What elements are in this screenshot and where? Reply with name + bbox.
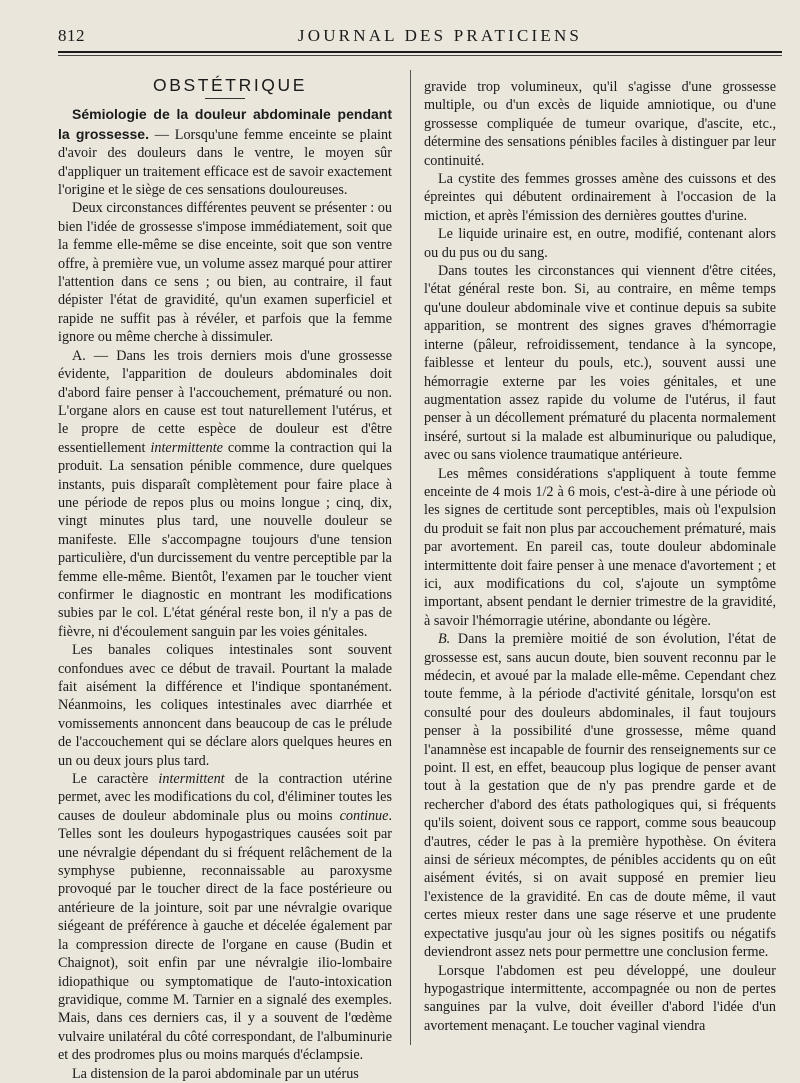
paragraph-cystite: La cystite des femmes grosses amène des cuissons et des épreintes qui débutent ordinairement à l'occasion de la miction, et après l'émission des dernières gouttes d'urine. (424, 171, 776, 224)
paragraph-a-emphasis: intermittente (150, 439, 223, 456)
paragraph-circumstances: Deux circonstances différentes peuvent se présenter : ou bien l'idée de grossesse s'impose immédiatement, soit que la femme elle-même se dise enceinte, soit que son ventre offre, à première vue, un volume assez marqué pour attirer l'attention dans ce sens ; ou bien, au contraire, il faut dépister l'état de gravidité, qu'un examen superficiel et rapide ne suffit pas à révéler, et parfois que la femme ignore ou même cherche à dissimuler. (58, 200, 392, 346)
paragraph-distension-cont: gravide trop volumineux, qu'il s'agisse d'une grossesse multiple, ou d'un excès de liquide amniotique, ou d'une grossesse compliquée de tumeur ovarique, d'ascite, etc., détermine des sensations pénibles faciles à distinguer par leur continuité. (424, 79, 776, 169)
paragraph-b-text: Dans la première moitié de son évolution, l'état de grossesse est, sans aucun doute, bien souvent reconnu par le médecin, et avoué par la malade elle-même. Cependant chez toute femme, à la période d'activité génitale, lorsqu'on est consulté pour des douleurs abdominales, il faut toujours penser à la possibilité d'une grossesse, même quand l'anamnèse est incapable de fournir des renseignements sur ce point. Il est, en effet, beaucoup plus logique de penser avant tout à la gestation que de n'y pas prendre garde et de rechercher d'abord des états pathologiques qui, si fréquents qu'ils soient, doivent sous ce rapport, comme sous beaucoup d'autres, céder le pas à la première hypothèse. On évitera ainsi de sérieux mécomptes, de pénibles accidents qu on eût aisément évités, si on avait supposé en premier lieu l'existence de la gravidité. En cas de doute même, il vaut certes mieux rester dans une sage réserve et une prudente expectative jusqu'au jour où les signes positifs ou négatifs deviendront assez nets pour permettre une conclusion ferme. (424, 631, 776, 961)
journal-title: JOURNAL DES PRATICIENS (297, 26, 583, 45)
header-rule-thin (58, 55, 782, 56)
paragraph-intro (58, 105, 392, 199)
header-rule (58, 51, 782, 53)
paragraph-caractere (58, 770, 392, 1065)
paragraph-caractere-emphasis-1: intermittent (158, 771, 225, 788)
page-number: 812 (58, 26, 85, 45)
paragraph-caractere-text-2: de la contraction utérine permet, avec les modifications du col, d'éliminer toutes les causes de douleur abdominale plus ou moins (58, 771, 393, 824)
paragraph-distension-start: La distension de la paroi abdominale par un utérus (72, 1065, 359, 1082)
paragraph-caractere-text-1: Le caractère (72, 771, 159, 788)
paragraph-considerations: Les mêmes considérations s'appliquent à toute femme enceinte de 4 mois 1/2 à 6 mois, c'est-à-dire à une période où les signes de certitude sont perceptibles, mais où l'expulsion du produit se fait non plus par accouchement prématuré, mais par avortement. En pareil cas, toute douleur abdominale intermittente doit faire penser à une menace d'avortement ; et ici, aux modifications du col, s'ajoute un symptôme important, absent pendant le dernier trimestre de la gravidité, à savoir l'hémorragie utérine, abondante ou légère. (424, 465, 776, 629)
paragraph-circonstances: Dans toutes les circonstances qui viennent d'être citées, l'état général reste bon. Si, au contraire, en même temps qu'une douleur abdominale vive et continue depuis sa subite apparition, se montrent des signes graves d'hémorragie interne (pâleur, refroidissement, tendance à la syncope, faiblesse et lenteur du pouls, etc.), souvent aussi une hémorragie externe par les voies génitales, et une augmentation assez rapide du volume de l'utérus, il faut penser à un décollement prématuré du placenta normalement inséré, surtout si la malade est albuminurique ou paludique, avec ou sans violence traumatique antérieure. (424, 263, 776, 464)
paragraph-a-text-1: A. — Dans les trois derniers mois d'une grossesse évidente, l'apparition de douleurs abdominales doit d'abord faire penser à l'accouchement, prématuré ou non. L'organe alors en cause est tout naturellement l'utérus, et le propre de cette espèce de douleur est d'être essentiellement (58, 347, 392, 456)
page-header (58, 20, 782, 54)
paragraph-a (58, 347, 392, 642)
paragraph-caractere-text-3: . Telles sont les douleurs hypogastriques causées soit par une névralgie dépendant du si fréquent relâchement de la symphyse pubienne, reconnaissable au paroxysme provoqué par le toucher direct de la face postérieure ou antérieure de la jointure, soit par une névralgie ovarique siégeant de préférence à gauche et décelée également par la compression directe de l'organe en cause (Budin et Chaignot), soit enfin par une névralgie ilio-lombaire idiopathique ou symptomatique de l'auto-intoxication gravidique, comme M. Tarnier en a signalé des exemples. Mais, dans ces derniers cas, il y a souvent de l'œdème vulvaire unilatéral du côté correspondant, de l'albuminurie et des prodromes plus ou moins marqués d'éclampsie. (58, 807, 392, 1064)
paragraph-coliques: Les banales coliques intestinales sont souvent confondues avec ce début de travail. Pourtant la malade fait aisément la différence et l'indique spontanément. Néanmoins, les coliques intestinales avec diarrhée et vomissements annoncent dans beaucoup de cas le prélude de l'accouchement qui se déclare alors quelques heures en un ou deux jours plus tard. (58, 642, 392, 769)
column-divider (410, 70, 411, 1045)
paragraph-caractere-emphasis-2: continue (339, 807, 389, 824)
section-title: OBSTÉTRIQUE (152, 75, 308, 95)
left-column (58, 76, 392, 1083)
paragraph-b-marker: B. (438, 631, 451, 648)
paragraph-a-text-2: comme la contraction qui la produit. La sensation pénible commence, dure quelques instants, puis disparaît complètement pour faire place à une période de repos plus ou moins longue ; cinq, dix, vingt minutes plus tard, une nouvelle douleur se manifeste. Elle s'accompagne toujours d'une tension particulière, d'un durcissement du ventre perceptible par la femme elle-même. Bientôt, l'examen par le toucher vient confirmer le diagnostic en montrant les modifications subies par le col. L'état général reste bon, il n'y a pas de fièvre, ni d'écoulement sanguin par les voies génitales. (58, 439, 392, 640)
article-title: Sémiologie de la douleur abdominale pendant la grossesse. (58, 106, 392, 142)
paragraph-abdomen: Lorsque l'abdomen est peu développé, une douleur hypogastrique intermittente, accompagnée ou non de pertes sanguines par la vulve, doit éveiller d'abord l'idée d'un avortement menaçant. Le toucher vaginal viendra (424, 962, 776, 1034)
right-column (424, 78, 776, 1035)
paragraph-liquide: Le liquide urinaire est, en outre, modifié, contenant alors ou du pus ou du sang. (424, 226, 776, 261)
title-rule (205, 98, 245, 99)
paragraph-intro-text: — Lorsqu'une femme enceinte se plaint d'avoir des douleurs dans le ventre, le moyen sûr d'appliquer un traitement efficace est de savoir exactement l'origine et le siège de ces sensations douloureuses. (58, 126, 392, 199)
paragraph-b (424, 630, 776, 961)
